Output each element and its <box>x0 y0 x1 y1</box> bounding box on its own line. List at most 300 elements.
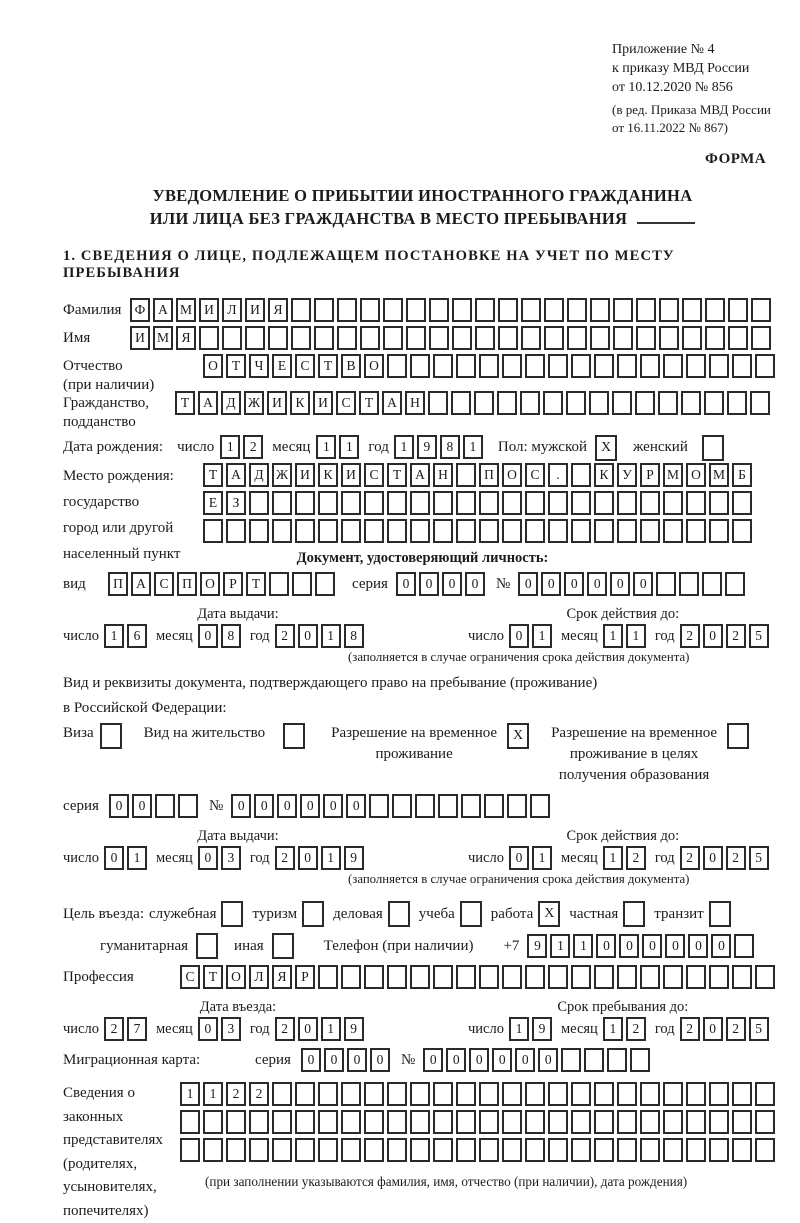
char-cell[interactable] <box>406 326 426 350</box>
char-cell[interactable] <box>433 491 453 515</box>
char-cell[interactable] <box>732 1082 752 1106</box>
char-cell[interactable]: 1 <box>509 1017 529 1041</box>
char-cell[interactable] <box>433 519 453 543</box>
char-cell[interactable] <box>475 298 495 322</box>
char-cell[interactable]: 1 <box>220 435 240 459</box>
char-cell[interactable] <box>548 519 568 543</box>
char-cell[interactable]: 1 <box>127 846 147 870</box>
char-cell[interactable]: 2 <box>243 435 263 459</box>
char-cell[interactable] <box>314 326 334 350</box>
char-cell[interactable]: Т <box>359 391 379 415</box>
char-cell[interactable] <box>249 519 269 543</box>
char-cell[interactable] <box>155 794 175 818</box>
char-cell[interactable] <box>613 298 633 322</box>
char-cell[interactable]: Н <box>405 391 425 415</box>
char-cell[interactable]: Д <box>221 391 241 415</box>
char-cell[interactable]: С <box>364 463 384 487</box>
char-cell[interactable]: М <box>663 463 683 487</box>
char-cell[interactable] <box>525 965 545 989</box>
char-cell[interactable] <box>291 298 311 322</box>
char-cell[interactable] <box>612 391 632 415</box>
char-cell[interactable] <box>659 298 679 322</box>
char-cell[interactable]: И <box>295 463 315 487</box>
char-cell[interactable] <box>292 572 312 596</box>
char-cell[interactable]: А <box>382 391 402 415</box>
char-cell[interactable] <box>180 1138 200 1162</box>
char-cell[interactable]: 0 <box>301 1048 321 1072</box>
char-cell[interactable] <box>571 491 591 515</box>
char-cell[interactable] <box>571 1138 591 1162</box>
char-cell[interactable] <box>571 519 591 543</box>
char-cell[interactable] <box>433 1082 453 1106</box>
char-cell[interactable]: 8 <box>344 624 364 648</box>
char-cell[interactable] <box>594 354 614 378</box>
char-cell[interactable]: 0 <box>132 794 152 818</box>
char-cell[interactable]: Т <box>246 572 266 596</box>
char-cell[interactable] <box>387 519 407 543</box>
char-cell[interactable] <box>705 298 725 322</box>
purpose-humanitarian-checkbox[interactable] <box>196 933 218 959</box>
char-cell[interactable] <box>498 298 518 322</box>
char-cell[interactable] <box>269 572 289 596</box>
char-cell[interactable]: 2 <box>104 1017 124 1041</box>
char-cell[interactable]: 0 <box>538 1048 558 1072</box>
char-cell[interactable]: М <box>176 298 196 322</box>
char-cell[interactable] <box>502 354 522 378</box>
char-cell[interactable] <box>429 326 449 350</box>
char-cell[interactable] <box>479 1110 499 1134</box>
char-cell[interactable] <box>479 491 499 515</box>
char-cell[interactable] <box>571 1110 591 1134</box>
char-cell[interactable]: Р <box>223 572 243 596</box>
char-cell[interactable] <box>410 491 430 515</box>
char-cell[interactable]: 0 <box>198 1017 218 1041</box>
char-cell[interactable] <box>750 391 770 415</box>
temp-residence-checkbox[interactable]: X <box>507 723 529 749</box>
char-cell[interactable] <box>686 1138 706 1162</box>
temp-residence-edu-checkbox[interactable] <box>727 723 749 749</box>
char-cell[interactable]: 1 <box>321 624 341 648</box>
char-cell[interactable] <box>594 519 614 543</box>
char-cell[interactable]: 0 <box>324 1048 344 1072</box>
char-cell[interactable] <box>590 298 610 322</box>
char-cell[interactable] <box>364 491 384 515</box>
char-cell[interactable] <box>525 519 545 543</box>
char-cell[interactable] <box>640 491 660 515</box>
char-cell[interactable] <box>451 391 471 415</box>
char-cell[interactable] <box>507 794 527 818</box>
char-cell[interactable] <box>544 326 564 350</box>
char-cell[interactable]: А <box>131 572 151 596</box>
char-cell[interactable] <box>751 298 771 322</box>
char-cell[interactable] <box>755 1138 775 1162</box>
char-cell[interactable] <box>686 1110 706 1134</box>
char-cell[interactable]: К <box>594 463 614 487</box>
char-cell[interactable] <box>387 1110 407 1134</box>
char-cell[interactable]: Т <box>175 391 195 415</box>
char-cell[interactable]: 0 <box>347 1048 367 1072</box>
char-cell[interactable]: 0 <box>423 1048 443 1072</box>
char-cell[interactable] <box>734 934 754 958</box>
char-cell[interactable]: 0 <box>446 1048 466 1072</box>
char-cell[interactable] <box>561 1048 581 1072</box>
char-cell[interactable] <box>566 391 586 415</box>
char-cell[interactable] <box>369 794 389 818</box>
char-cell[interactable] <box>663 965 683 989</box>
char-cell[interactable]: 2 <box>726 624 746 648</box>
char-cell[interactable]: 9 <box>344 846 364 870</box>
sex-female-checkbox[interactable] <box>702 435 724 461</box>
char-cell[interactable]: И <box>245 298 265 322</box>
char-cell[interactable] <box>383 298 403 322</box>
purpose-tourism-checkbox[interactable] <box>302 901 324 927</box>
char-cell[interactable] <box>479 965 499 989</box>
char-cell[interactable]: 0 <box>518 572 538 596</box>
char-cell[interactable]: И <box>199 298 219 322</box>
char-cell[interactable]: 0 <box>541 572 561 596</box>
char-cell[interactable] <box>594 491 614 515</box>
char-cell[interactable]: С <box>336 391 356 415</box>
char-cell[interactable]: 9 <box>417 435 437 459</box>
purpose-private-checkbox[interactable] <box>623 901 645 927</box>
char-cell[interactable]: Т <box>318 354 338 378</box>
char-cell[interactable] <box>659 326 679 350</box>
char-cell[interactable] <box>640 965 660 989</box>
char-cell[interactable]: Д <box>249 463 269 487</box>
char-cell[interactable] <box>682 326 702 350</box>
char-cell[interactable]: 0 <box>104 846 124 870</box>
char-cell[interactable] <box>387 1082 407 1106</box>
char-cell[interactable]: Л <box>249 965 269 989</box>
char-cell[interactable]: Т <box>203 965 223 989</box>
char-cell[interactable] <box>640 519 660 543</box>
char-cell[interactable]: А <box>226 463 246 487</box>
char-cell[interactable] <box>364 1138 384 1162</box>
char-cell[interactable] <box>203 1138 223 1162</box>
char-cell[interactable]: 5 <box>749 624 769 648</box>
char-cell[interactable]: 0 <box>711 934 731 958</box>
char-cell[interactable] <box>360 326 380 350</box>
char-cell[interactable] <box>502 965 522 989</box>
char-cell[interactable]: 2 <box>680 1017 700 1041</box>
char-cell[interactable] <box>709 1138 729 1162</box>
char-cell[interactable]: Р <box>295 965 315 989</box>
char-cell[interactable]: О <box>203 354 223 378</box>
char-cell[interactable]: А <box>410 463 430 487</box>
char-cell[interactable]: К <box>318 463 338 487</box>
char-cell[interactable] <box>428 391 448 415</box>
char-cell[interactable] <box>617 354 637 378</box>
char-cell[interactable]: 0 <box>109 794 129 818</box>
char-cell[interactable] <box>755 354 775 378</box>
char-cell[interactable] <box>249 491 269 515</box>
char-cell[interactable] <box>318 1082 338 1106</box>
char-cell[interactable] <box>755 965 775 989</box>
char-cell[interactable] <box>318 1110 338 1134</box>
char-cell[interactable]: Ф <box>130 298 150 322</box>
char-cell[interactable] <box>249 1110 269 1134</box>
char-cell[interactable] <box>341 491 361 515</box>
char-cell[interactable] <box>410 519 430 543</box>
char-cell[interactable] <box>226 1110 246 1134</box>
purpose-official-checkbox[interactable] <box>221 901 243 927</box>
char-cell[interactable]: 0 <box>346 794 366 818</box>
char-cell[interactable]: 2 <box>680 624 700 648</box>
char-cell[interactable] <box>709 1082 729 1106</box>
char-cell[interactable] <box>525 1110 545 1134</box>
char-cell[interactable] <box>272 1110 292 1134</box>
char-cell[interactable] <box>571 354 591 378</box>
char-cell[interactable]: 1 <box>321 1017 341 1041</box>
char-cell[interactable] <box>686 965 706 989</box>
char-cell[interactable]: У <box>617 463 637 487</box>
char-cell[interactable] <box>521 326 541 350</box>
char-cell[interactable] <box>640 1082 660 1106</box>
char-cell[interactable]: 1 <box>550 934 570 958</box>
char-cell[interactable] <box>663 491 683 515</box>
char-cell[interactable]: 2 <box>249 1082 269 1106</box>
char-cell[interactable]: 7 <box>127 1017 147 1041</box>
char-cell[interactable] <box>410 965 430 989</box>
purpose-other-checkbox[interactable] <box>272 933 294 959</box>
char-cell[interactable] <box>456 463 476 487</box>
char-cell[interactable] <box>387 354 407 378</box>
char-cell[interactable] <box>709 1110 729 1134</box>
char-cell[interactable]: С <box>525 463 545 487</box>
char-cell[interactable] <box>502 491 522 515</box>
char-cell[interactable] <box>617 1138 637 1162</box>
char-cell[interactable]: Я <box>268 298 288 322</box>
char-cell[interactable] <box>318 965 338 989</box>
char-cell[interactable]: 0 <box>419 572 439 596</box>
char-cell[interactable] <box>617 1082 637 1106</box>
visa-checkbox[interactable] <box>100 723 122 749</box>
char-cell[interactable] <box>530 794 550 818</box>
char-cell[interactable] <box>295 1138 315 1162</box>
char-cell[interactable]: 0 <box>492 1048 512 1072</box>
char-cell[interactable] <box>571 463 591 487</box>
char-cell[interactable] <box>479 1138 499 1162</box>
char-cell[interactable] <box>314 298 334 322</box>
char-cell[interactable] <box>525 1138 545 1162</box>
char-cell[interactable] <box>525 354 545 378</box>
char-cell[interactable]: 0 <box>703 624 723 648</box>
char-cell[interactable] <box>732 354 752 378</box>
char-cell[interactable] <box>474 391 494 415</box>
char-cell[interactable]: П <box>479 463 499 487</box>
char-cell[interactable] <box>548 1138 568 1162</box>
char-cell[interactable]: 0 <box>323 794 343 818</box>
char-cell[interactable] <box>461 794 481 818</box>
char-cell[interactable] <box>686 491 706 515</box>
char-cell[interactable] <box>636 326 656 350</box>
char-cell[interactable]: 5 <box>749 1017 769 1041</box>
char-cell[interactable] <box>594 1138 614 1162</box>
char-cell[interactable] <box>456 1082 476 1106</box>
char-cell[interactable] <box>438 794 458 818</box>
char-cell[interactable] <box>337 326 357 350</box>
char-cell[interactable] <box>364 1082 384 1106</box>
char-cell[interactable]: 0 <box>509 624 529 648</box>
char-cell[interactable] <box>702 572 722 596</box>
char-cell[interactable] <box>709 519 729 543</box>
char-cell[interactable] <box>456 354 476 378</box>
purpose-work-checkbox[interactable]: X <box>538 901 560 927</box>
char-cell[interactable]: С <box>154 572 174 596</box>
char-cell[interactable] <box>607 1048 627 1072</box>
char-cell[interactable] <box>709 491 729 515</box>
char-cell[interactable]: 1 <box>626 624 646 648</box>
char-cell[interactable] <box>364 965 384 989</box>
char-cell[interactable]: 0 <box>688 934 708 958</box>
char-cell[interactable]: Т <box>226 354 246 378</box>
char-cell[interactable]: Л <box>222 298 242 322</box>
char-cell[interactable]: Е <box>272 354 292 378</box>
char-cell[interactable] <box>567 298 587 322</box>
char-cell[interactable]: 0 <box>703 1017 723 1041</box>
char-cell[interactable] <box>617 965 637 989</box>
char-cell[interactable] <box>295 519 315 543</box>
sex-male-checkbox[interactable]: X <box>595 435 617 461</box>
char-cell[interactable] <box>663 1110 683 1134</box>
char-cell[interactable]: Ж <box>244 391 264 415</box>
char-cell[interactable] <box>567 326 587 350</box>
char-cell[interactable] <box>617 519 637 543</box>
char-cell[interactable]: А <box>153 298 173 322</box>
char-cell[interactable] <box>686 354 706 378</box>
char-cell[interactable] <box>502 1110 522 1134</box>
char-cell[interactable] <box>732 491 752 515</box>
char-cell[interactable] <box>452 326 472 350</box>
char-cell[interactable] <box>548 491 568 515</box>
char-cell[interactable]: Я <box>272 965 292 989</box>
char-cell[interactable]: 0 <box>619 934 639 958</box>
char-cell[interactable] <box>199 326 219 350</box>
char-cell[interactable]: 0 <box>298 624 318 648</box>
char-cell[interactable] <box>571 1082 591 1106</box>
char-cell[interactable]: 0 <box>465 572 485 596</box>
char-cell[interactable]: О <box>686 463 706 487</box>
char-cell[interactable] <box>415 794 435 818</box>
char-cell[interactable]: 1 <box>463 435 483 459</box>
char-cell[interactable] <box>663 519 683 543</box>
char-cell[interactable]: Р <box>640 463 660 487</box>
char-cell[interactable] <box>755 1082 775 1106</box>
char-cell[interactable] <box>617 491 637 515</box>
char-cell[interactable] <box>705 326 725 350</box>
char-cell[interactable]: 0 <box>198 846 218 870</box>
char-cell[interactable] <box>433 354 453 378</box>
char-cell[interactable] <box>544 298 564 322</box>
char-cell[interactable]: 6 <box>127 624 147 648</box>
char-cell[interactable]: 0 <box>610 572 630 596</box>
char-cell[interactable] <box>663 1082 683 1106</box>
char-cell[interactable] <box>433 965 453 989</box>
char-cell[interactable] <box>360 298 380 322</box>
char-cell[interactable] <box>686 1082 706 1106</box>
char-cell[interactable]: 2 <box>275 624 295 648</box>
char-cell[interactable]: 1 <box>573 934 593 958</box>
char-cell[interactable]: 0 <box>198 624 218 648</box>
char-cell[interactable] <box>484 794 504 818</box>
char-cell[interactable] <box>589 391 609 415</box>
char-cell[interactable] <box>203 1110 223 1134</box>
char-cell[interactable] <box>341 519 361 543</box>
char-cell[interactable] <box>456 519 476 543</box>
char-cell[interactable]: 1 <box>532 624 552 648</box>
char-cell[interactable] <box>203 519 223 543</box>
char-cell[interactable] <box>525 1082 545 1106</box>
char-cell[interactable] <box>681 391 701 415</box>
char-cell[interactable] <box>433 1138 453 1162</box>
char-cell[interactable] <box>341 1138 361 1162</box>
char-cell[interactable]: Т <box>387 463 407 487</box>
char-cell[interactable] <box>272 491 292 515</box>
char-cell[interactable]: 0 <box>587 572 607 596</box>
char-cell[interactable] <box>456 1110 476 1134</box>
char-cell[interactable] <box>410 1110 430 1134</box>
char-cell[interactable]: 1 <box>104 624 124 648</box>
char-cell[interactable] <box>315 572 335 596</box>
char-cell[interactable]: 1 <box>532 846 552 870</box>
char-cell[interactable]: Е <box>203 491 223 515</box>
char-cell[interactable]: 2 <box>275 846 295 870</box>
char-cell[interactable]: О <box>502 463 522 487</box>
char-cell[interactable] <box>479 519 499 543</box>
char-cell[interactable] <box>679 572 699 596</box>
char-cell[interactable]: О <box>364 354 384 378</box>
char-cell[interactable] <box>406 298 426 322</box>
char-cell[interactable]: 0 <box>469 1048 489 1072</box>
char-cell[interactable] <box>268 326 288 350</box>
char-cell[interactable] <box>318 519 338 543</box>
char-cell[interactable] <box>725 572 745 596</box>
char-cell[interactable] <box>525 491 545 515</box>
char-cell[interactable] <box>548 1082 568 1106</box>
char-cell[interactable]: 8 <box>440 435 460 459</box>
char-cell[interactable] <box>452 298 472 322</box>
char-cell[interactable] <box>548 965 568 989</box>
char-cell[interactable]: 0 <box>254 794 274 818</box>
char-cell[interactable]: 1 <box>180 1082 200 1106</box>
char-cell[interactable] <box>479 354 499 378</box>
char-cell[interactable] <box>249 1138 269 1162</box>
char-cell[interactable] <box>617 1110 637 1134</box>
char-cell[interactable] <box>341 1082 361 1106</box>
char-cell[interactable] <box>337 298 357 322</box>
char-cell[interactable] <box>594 965 614 989</box>
char-cell[interactable] <box>728 298 748 322</box>
char-cell[interactable] <box>178 794 198 818</box>
char-cell[interactable]: П <box>177 572 197 596</box>
char-cell[interactable]: Б <box>732 463 752 487</box>
char-cell[interactable]: А <box>198 391 218 415</box>
char-cell[interactable] <box>245 326 265 350</box>
char-cell[interactable] <box>295 491 315 515</box>
purpose-transit-checkbox[interactable] <box>709 901 731 927</box>
char-cell[interactable]: 2 <box>626 846 646 870</box>
purpose-study-checkbox[interactable] <box>460 901 482 927</box>
char-cell[interactable]: 1 <box>603 846 623 870</box>
char-cell[interactable] <box>387 491 407 515</box>
char-cell[interactable]: О <box>226 965 246 989</box>
char-cell[interactable]: М <box>153 326 173 350</box>
char-cell[interactable]: 9 <box>344 1017 364 1041</box>
char-cell[interactable] <box>682 298 702 322</box>
char-cell[interactable]: Т <box>203 463 223 487</box>
char-cell[interactable] <box>410 354 430 378</box>
char-cell[interactable]: 0 <box>396 572 416 596</box>
